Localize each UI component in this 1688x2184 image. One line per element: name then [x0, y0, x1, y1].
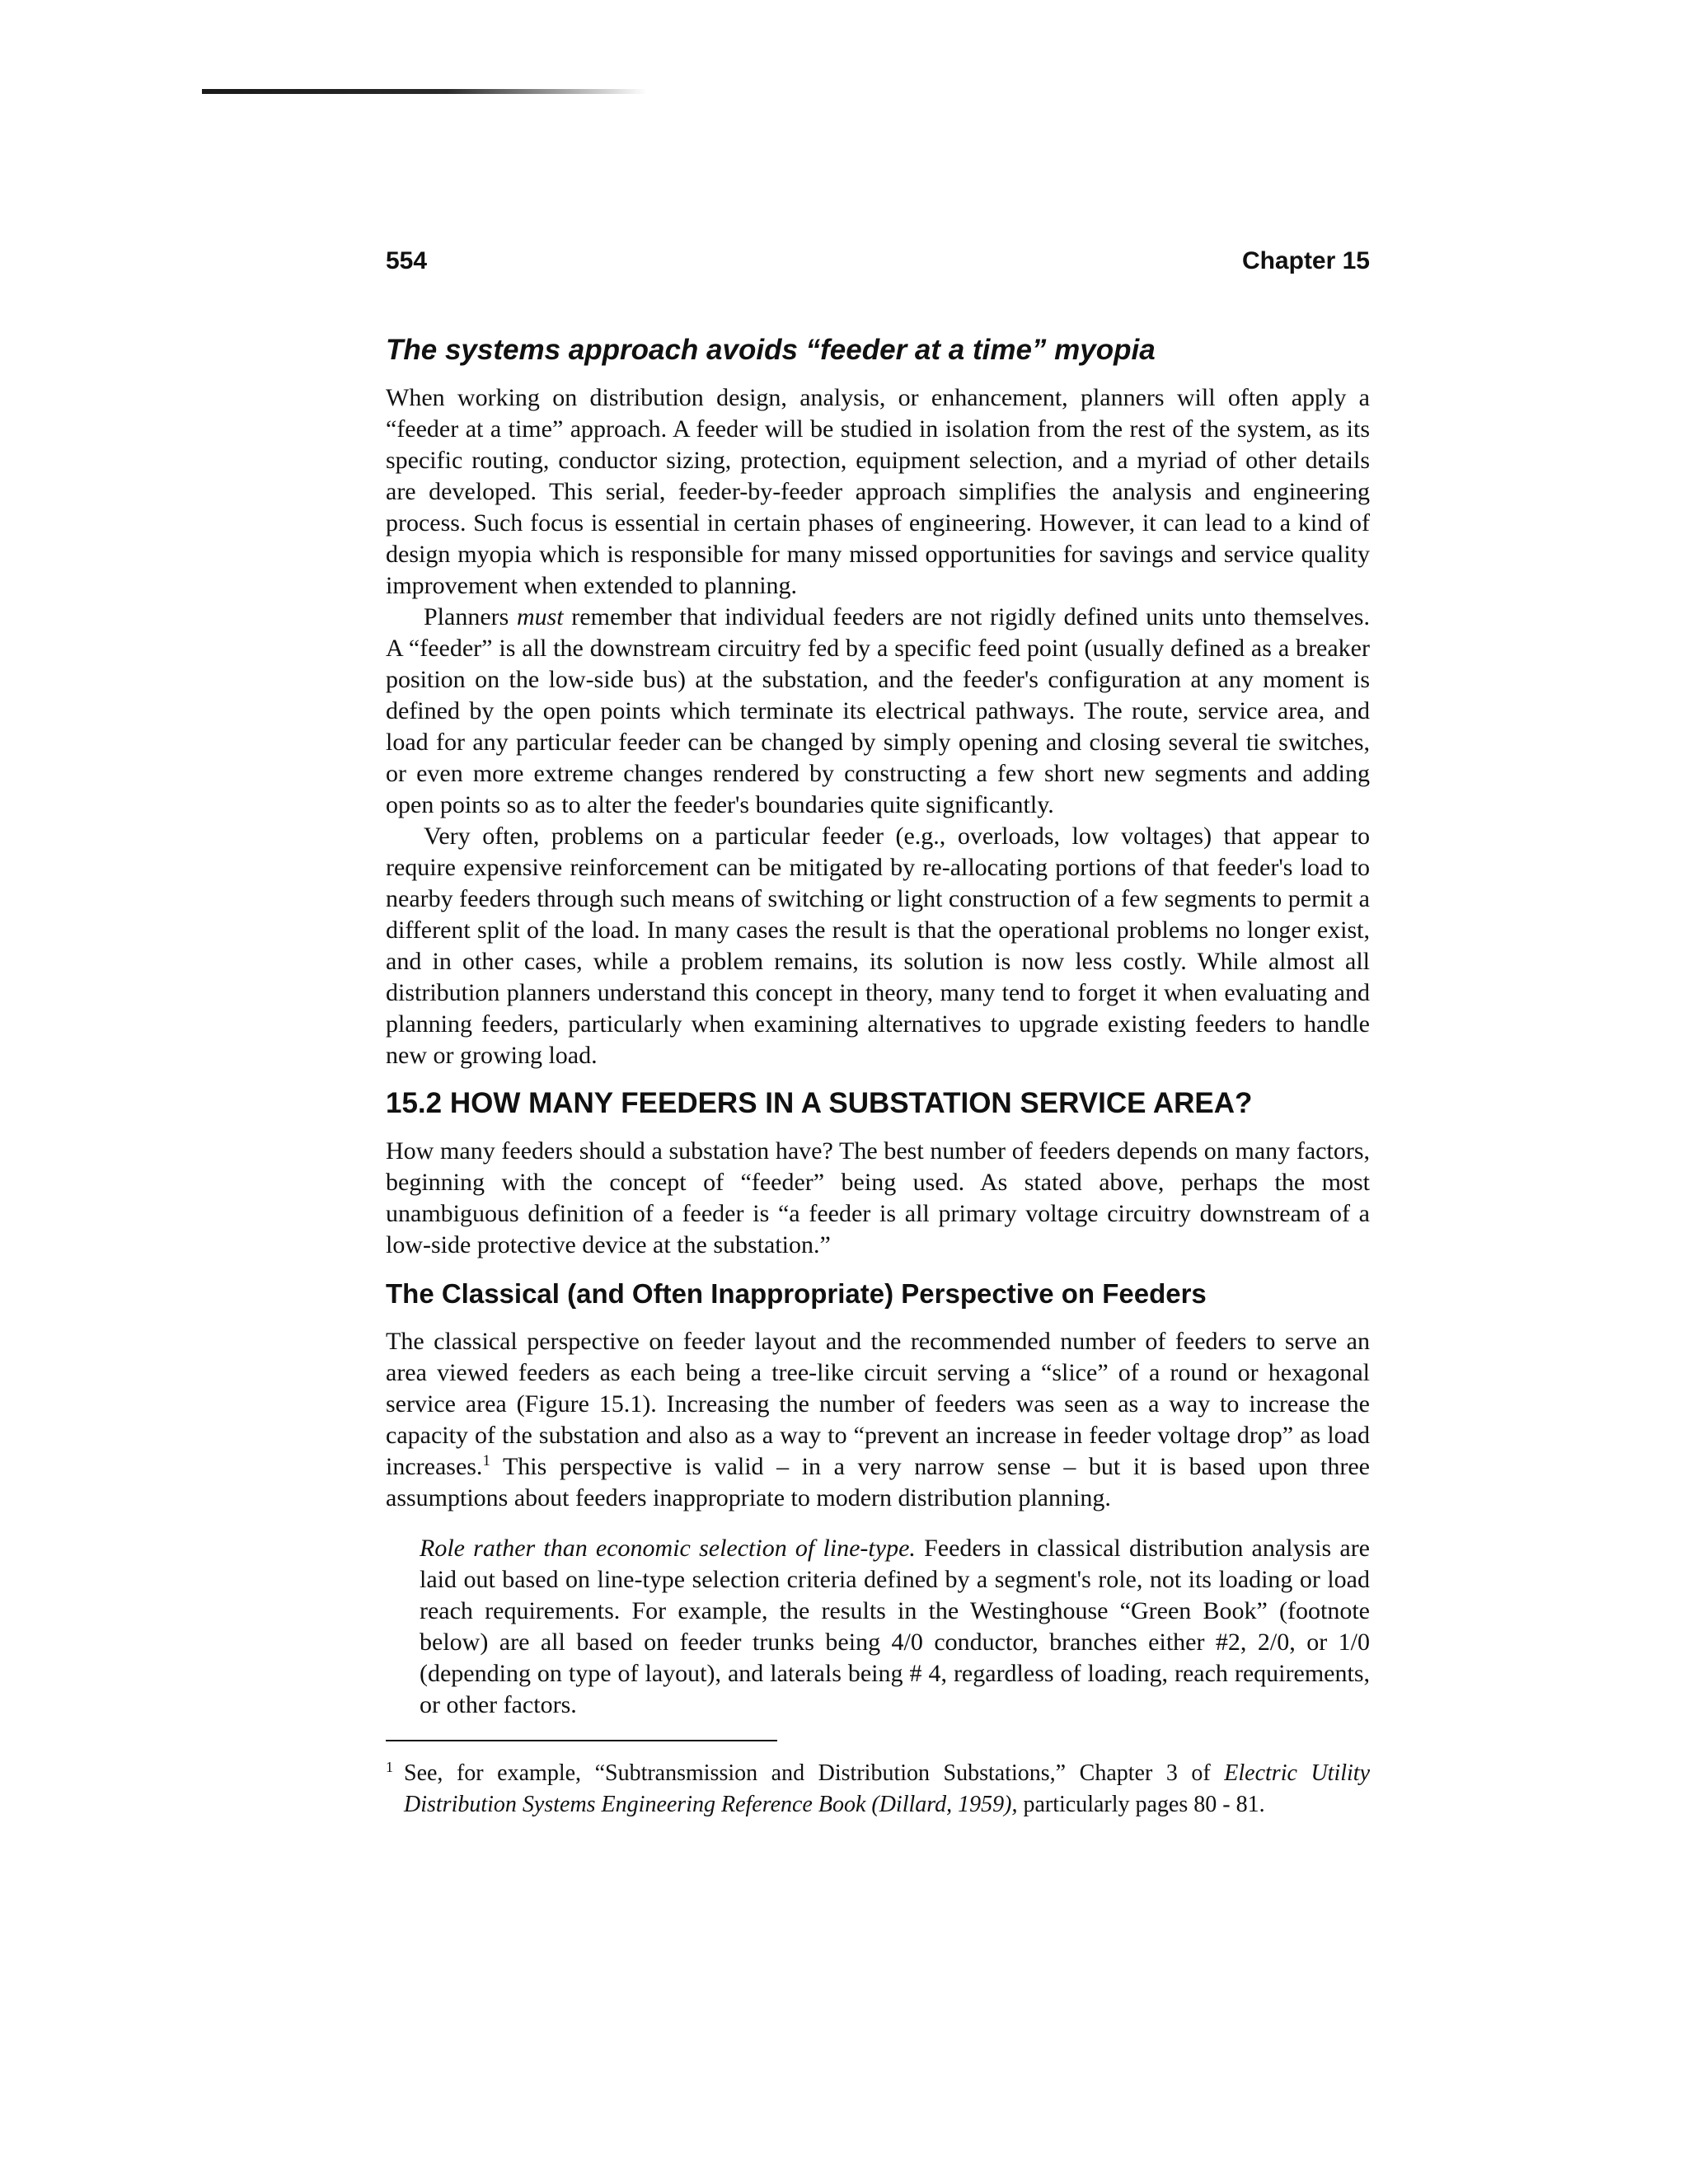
- paragraph: When working on distribution design, analysis, or enhancement, planners will often apply a “feeder at a time” approach. A feeder will be studied in isolation from the rest of the system, as its specific routing, conductor sizing, protection, equipment selection, and a myriad of other details are developed. This serial, feeder-by-feeder approach simplifies the analysis and engineering process. Such focus is essential in certain phases of engineering. However, it can lead to a kind of design myopia which is responsible for many missed opportunities for savings and service quality improvement when extended to planning.: [386, 384, 1370, 599]
- paragraph: The classical perspective on feeder layout and the recommended number of feeders to serve an area viewed feeders as each being a tree-like circuit serving a “slice” of a round or hexagonal service area (Figure 15.1). Increasing the number of feeders was seen as a way to increase the capacity of the substation and also as a way to “prevent an increase in feeder voltage drop” as load increases.$^1$ This perspective is valid – in a very narrow sense – but it is based upon three assumptions about feeders inappropriate to modern distribution planning.: [386, 1328, 1370, 1511]
- footnote-divider: [386, 1740, 777, 1741]
- footnote: 1 See, for example, “Subtransmission and Distribution Substations,” Chapter 3 of Electric Utility Distribution Systems Engineering Reference Book (Dillard, 1959), particularly pages 80 - 81.: [386, 1759, 1370, 1817]
- footnote-mark: 1: [386, 1759, 393, 1775]
- paragraph: Planners must remember that individual feeders are not rigidly defined units unto themselves. A “feeder” is all the downstream circuitry fed by a specific feed point (usually defined as a breaker position on the low-side bus) at the substation, and the feeder's configuration at any moment is defined by the open points which terminate its electrical pathways. The route, service area, and load for any particular feeder can be changed by simply opening and closing several tie switches, or even more extreme changes rendered by constructing a few short new segments and adding open points so as to alter the feeder's boundaries quite significantly.: [386, 603, 1370, 818]
- page-header: [386, 247, 1370, 284]
- assumption-item: Role rather than economic selection of line-type. Feeders in classical distribution analysis are laid out based on line-type selection criteria defined by a segment's role, not its loading or load reach requirements. For example, the results in the Westinghouse “Green Book” (footnote below) are all based on feeder trunks being 4/0 conductor, branches either #2, 2/0, or 1/0 (depending on type of layout), and laterals being # 4, regardless of loading, reach requirements, or other factors.: [420, 1535, 1370, 1718]
- section-heading-15-2: 15.2 HOW MANY FEEDERS IN A SUBSTATION SERVICE AREA?: [386, 1087, 1253, 1119]
- assumption-title: Role rather than economic selection of line-type.: [420, 1535, 916, 1562]
- footnote-reference: 1: [482, 1452, 490, 1469]
- emphasis: must: [516, 603, 564, 630]
- chapter-label: Chapter 15: [1241, 247, 1370, 274]
- paragraph: How many feeders should a substation have? The best number of feeders depends on many factors, beginning with the concept of “feeder” being used. As stated above, perhaps the most unambiguous definition of a feeder is “a feeder is all primary voltage circuitry downstream of a low-side protective device at the substation.”: [386, 1137, 1370, 1258]
- section-heading-systems-approach: The systems approach avoids “feeder at a time” myopia: [386, 334, 1156, 366]
- page-body: [386, 332, 1370, 1821]
- footnote-citation: Electric Utility Distribution Systems Engineering Reference Book (Dillard, 1959),: [404, 1760, 1370, 1817]
- page-number: 554: [386, 247, 428, 274]
- paragraph: Very often, problems on a particular feeder (e.g., overloads, low voltages) that appear to require expensive reinforcement can be mitigated by re-allocating portions of that feeder's load to nearby feeders through such means of switching or light construction of a few segments to permit a different split of the load. In many cases the result is that the operational problems no longer exist, and in other cases, while a problem remains, its solution is now less costly. While almost all distribution planners understand this concept in theory, many tend to forget it when evaluating and planning feeders, particularly when examining alternatives to upgrade existing feeders to handle new or growing load.: [386, 823, 1370, 1069]
- scan-artifact-line: [202, 89, 647, 94]
- subsection-heading-classical: The Classical (and Often Inappropriate) Perspective on Feeders: [386, 1278, 1207, 1309]
